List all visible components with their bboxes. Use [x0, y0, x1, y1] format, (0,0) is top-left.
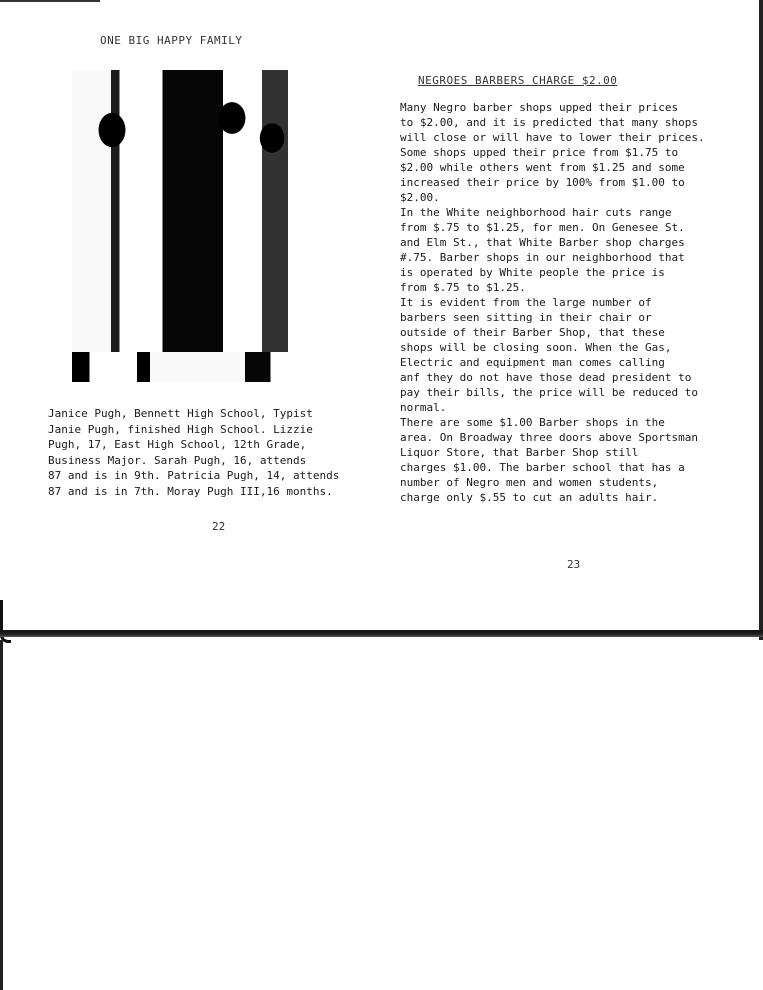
left-page: [40, 30, 380, 590]
scan-edge-top: [0, 0, 100, 2]
article-title: NEGROES BARBERS CHARGE $2.00: [418, 74, 618, 87]
scan-edge-right: [759, 0, 763, 640]
article-paragraph-1: Many Negro barber shops upped their prices to $2.00, and it is predicted that many shops will close or will have to lower their prices. Some shops upped their price from $1.75 to $2.00 while others went from $1.25 and some increased their price by 100% from $1.00 to $2.00.: [400, 101, 705, 204]
page-number-left: 22: [212, 520, 226, 533]
next-page-edge: [0, 640, 3, 990]
article-paragraph-2: In the White neighborhood hair cuts range from $.75 to $1.25, for men. On Genesee St. and Elm St., that White Barber shop charges #.75. Barber shops in our neighborhood that is operated by White people the price is from $.75 to $1.25.: [400, 206, 685, 294]
family-photo: [72, 70, 288, 382]
article-paragraph-3: It is evident from the large number of barbers seen sitting in their chair or outside of their Barber Shop, that these shops will be closing soon. When the Gas, Electric and equipment man comes calling anf they do not have those dead president to pay their bills, the price will be reduced to normal.: [400, 296, 699, 414]
page-bottom-edge: [0, 630, 763, 637]
page-number-right: 23: [567, 558, 581, 571]
right-page: [396, 70, 751, 590]
photo-caption: Janice Pugh, Bennett High School, Typist Janie Pugh, finished High School. Lizzie Pugh, 17, East High School, 12th Grade, Business Major. Sarah Pugh, 16, attends 87 and is in 9th. Patricia Pugh, 14, attends 87 and is in 7th. Moray Pugh III,16 months.: [48, 407, 340, 498]
article-paragraph-4: There are some $1.00 Barber shops in the area. On Broadway three doors above Sportsman Liquor Store, that Barber Shop still charges $1.00. The barber school that has a number of Negro men and women students, charge only $.55 to cut an adults hair.: [400, 416, 699, 504]
article-body: [400, 100, 750, 505]
left-page-title: ONE BIG HAPPY FAMILY: [100, 34, 243, 47]
